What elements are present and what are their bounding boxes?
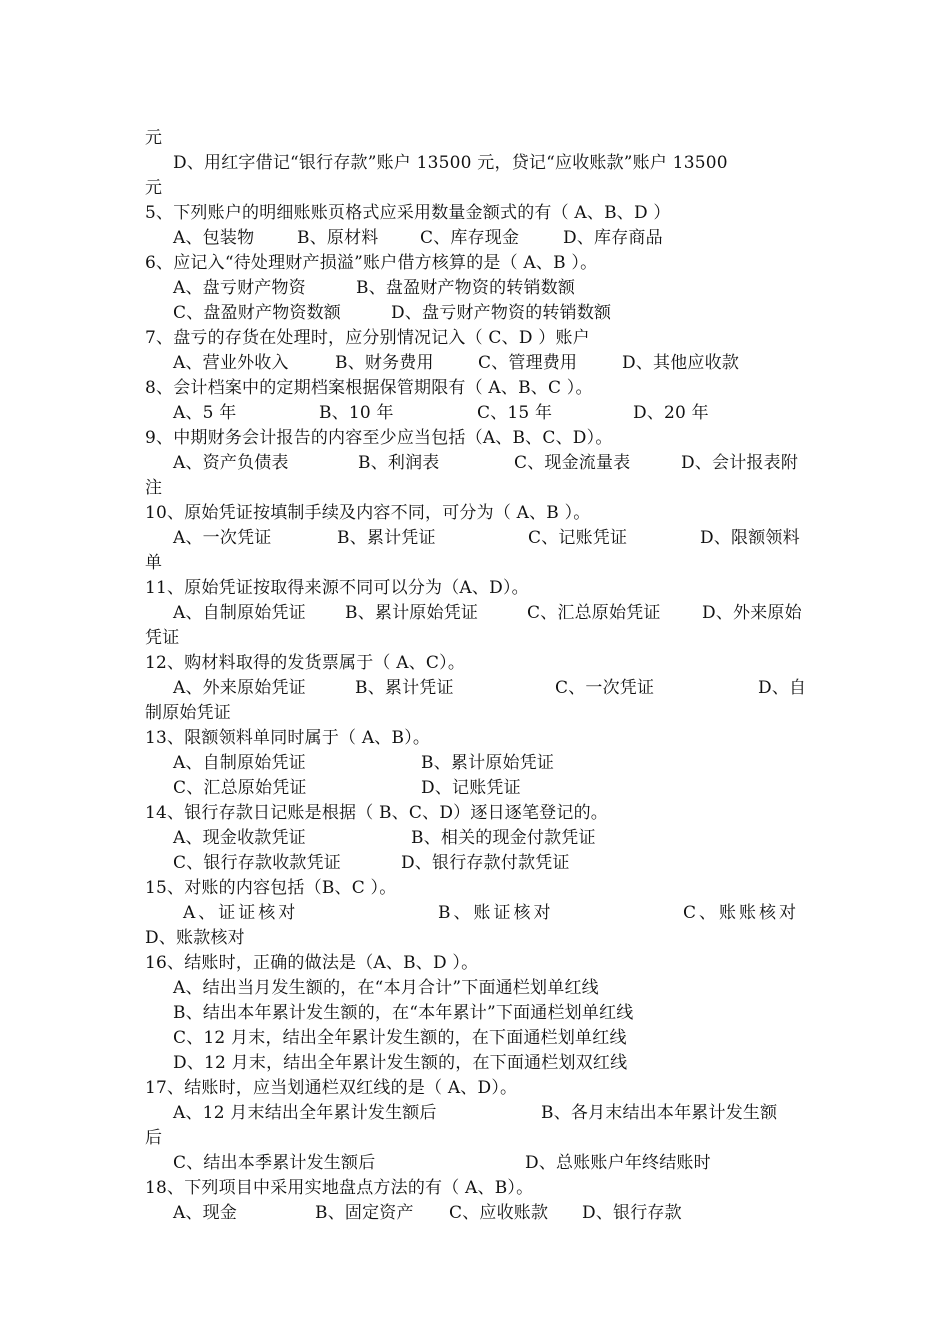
option: C、库存现金 <box>420 228 520 248</box>
option: A、资产负债表 <box>173 453 289 473</box>
option: D、银行存款付款凭证 <box>401 853 570 873</box>
options-row <box>173 452 813 474</box>
option: D、20 年 <box>633 403 709 423</box>
options-row <box>173 352 813 374</box>
option: A、自制原始凭证 <box>173 753 306 773</box>
options-row <box>173 902 813 924</box>
option: B、财务费用 <box>335 353 434 373</box>
option-line: D、12 月末，结出全年累计发生额的，在下面通栏划双红线 <box>173 1053 628 1073</box>
question-10: 10、原始凭证按填制手续及内容不同，可分为（ A、B ）。 <box>145 503 591 523</box>
option: A、自制原始凭证 <box>173 603 306 623</box>
options-row <box>173 602 813 624</box>
option: B、账证核对 <box>438 903 554 923</box>
option: A、证证核对 <box>183 903 299 923</box>
option: D、外来原始 <box>702 603 802 623</box>
option: C、盘盈财产物资数额 <box>173 303 342 323</box>
option: C、汇总原始凭证 <box>527 603 661 623</box>
question-14: 14、银行存款日记账是根据（ B、C、D）逐日逐笔登记的。 <box>145 803 608 823</box>
option: A、一次凭证 <box>173 528 272 548</box>
option-line: A、结出当月发生额的，在“本月合计”下面通栏划单红线 <box>173 978 599 998</box>
options-row <box>173 752 813 774</box>
options-row <box>173 527 813 549</box>
text-line: 单 <box>145 553 163 573</box>
option: A、营业外收入 <box>173 353 289 373</box>
options-row <box>173 677 813 699</box>
option: B、相关的现金付款凭证 <box>411 828 596 848</box>
option-line: D、用红字借记“银行存款”账户 13500 元，贷记“应收账款”账户 13500 <box>173 153 728 173</box>
option: A、现金收款凭证 <box>173 828 306 848</box>
option: D、其他应收款 <box>622 353 740 373</box>
options-row <box>173 227 813 249</box>
option: C、现金流量表 <box>514 453 631 473</box>
option: C、管理费用 <box>478 353 578 373</box>
option: D、自 <box>758 678 807 698</box>
option: D、总账账户年终结账时 <box>525 1153 711 1173</box>
question-8: 8、会计档案中的定期档案根据保管期限有（ A、B、C ）。 <box>145 378 593 398</box>
question-18: 18、下列项目中采用实地盘点方法的有（ A、B）。 <box>145 1178 534 1198</box>
question-7: 7、盘亏的存货在处理时，应分别情况记入（ C、D ）账户 <box>145 328 590 348</box>
option: B、原材料 <box>297 228 379 248</box>
option: D、限额领料 <box>700 528 800 548</box>
question-11: 11、原始凭证按取得来源不同可以分为（A、D）。 <box>145 578 529 598</box>
option: A、外来原始凭证 <box>173 678 306 698</box>
text-line: 元 <box>145 178 163 198</box>
option: B、各月末结出本年累计发生额 <box>541 1103 778 1123</box>
question-5: 5、下列账户的明细账账页格式应采用数量金额式的有（ A、B、D ） <box>145 203 671 223</box>
option: C、15 年 <box>477 403 553 423</box>
question-9: 9、中期财务会计报告的内容至少应当包括（A、B、C、D）。 <box>145 428 613 448</box>
options-row <box>173 1202 813 1224</box>
option: B、盘盈财产物资的转销数额 <box>356 278 576 298</box>
options-row <box>173 1152 813 1174</box>
options-row <box>173 777 813 799</box>
text-line: 元 <box>145 128 163 148</box>
option: C、一次凭证 <box>555 678 655 698</box>
option: B、累计凭证 <box>337 528 436 548</box>
text-line: 后 <box>145 1128 163 1148</box>
option: A、盘亏财产物资 <box>173 278 306 298</box>
option: D、银行存款 <box>582 1203 682 1223</box>
option: D、库存商品 <box>563 228 663 248</box>
option: A、5 年 <box>173 403 237 423</box>
question-16: 16、结账时，正确的做法是（A、B、D ）。 <box>145 953 479 973</box>
options-row <box>173 827 813 849</box>
option: B、累计原始凭证 <box>421 753 555 773</box>
option: D、盘亏财产物资的转销数额 <box>391 303 612 323</box>
option: B、利润表 <box>358 453 440 473</box>
option: D、会计报表附 <box>681 453 799 473</box>
option: C、结出本季累计发生额后 <box>173 1153 376 1173</box>
text-line: 凭证 <box>145 628 180 648</box>
option: C、账账核对 <box>683 903 800 923</box>
question-13: 13、限额领料单同时属于（ A、B）。 <box>145 728 431 748</box>
option-line: C、12 月末，结出全年累计发生额的，在下面通栏划单红线 <box>173 1028 627 1048</box>
question-15: 15、对账的内容包括（B、C ）。 <box>145 878 397 898</box>
question-6: 6、应记入“待处理财产损溢”账户借方核算的是（ A、B ）。 <box>145 253 598 273</box>
option: B、固定资产 <box>315 1203 414 1223</box>
options-row <box>173 852 813 874</box>
options-row <box>173 402 813 424</box>
question-17: 17、结账时，应当划通栏双红线的是（ A、D）。 <box>145 1078 518 1098</box>
text-line: 注 <box>145 478 163 498</box>
option: C、应收账款 <box>449 1203 549 1223</box>
option: A、现金 <box>173 1203 238 1223</box>
option: C、汇总原始凭证 <box>173 778 307 798</box>
option: B、10 年 <box>319 403 394 423</box>
options-row <box>173 1102 813 1124</box>
text-line: 制原始凭证 <box>145 703 231 723</box>
option: A、包装物 <box>173 228 255 248</box>
option-line: B、结出本年累计发生额的，在“本年累计”下面通栏划单红线 <box>173 1003 634 1023</box>
option: C、记账凭证 <box>528 528 628 548</box>
option: B、累计凭证 <box>355 678 454 698</box>
option: A、12 月末结出全年累计发生额后 <box>173 1103 437 1123</box>
option: B、累计原始凭证 <box>345 603 479 623</box>
option: C、银行存款收款凭证 <box>173 853 342 873</box>
question-12: 12、购材料取得的发货票属于（ A、C）。 <box>145 653 466 673</box>
options-row <box>173 302 813 324</box>
option: D、记账凭证 <box>421 778 521 798</box>
text-line: D、账款核对 <box>145 928 245 948</box>
options-row <box>173 277 813 299</box>
